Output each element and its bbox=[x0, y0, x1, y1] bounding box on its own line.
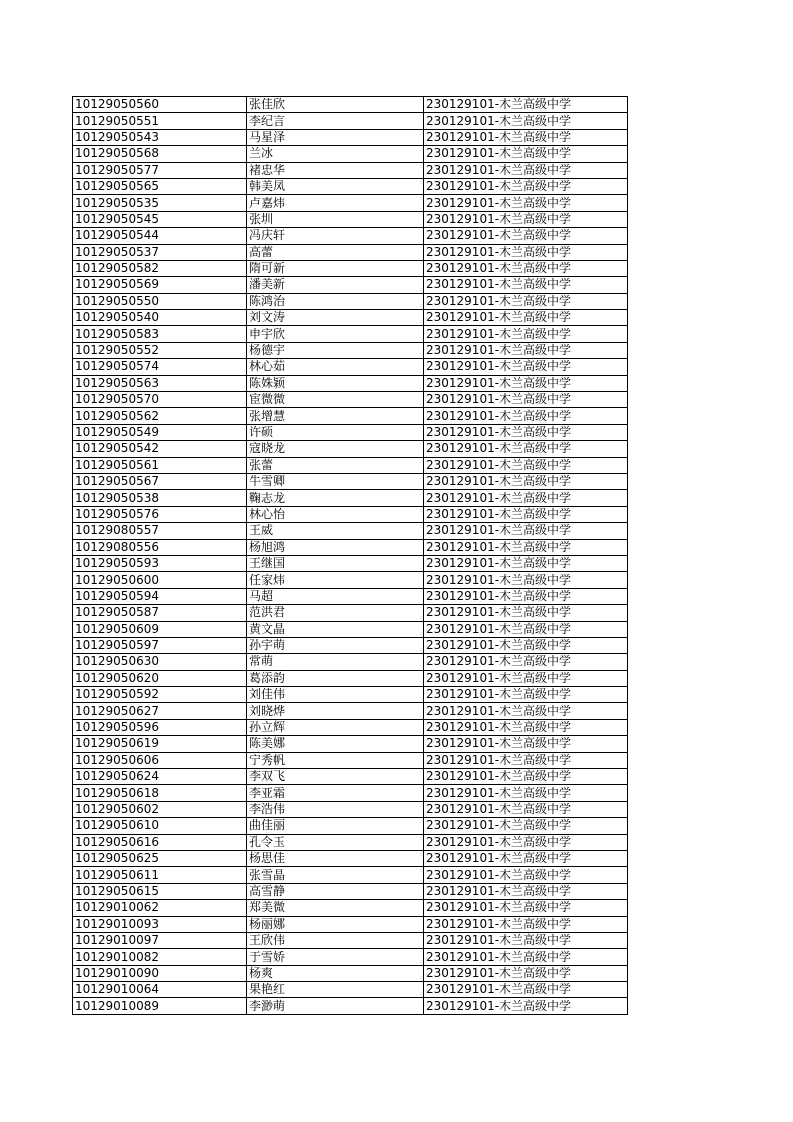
table-row bbox=[73, 473, 628, 489]
exam-id-cell: 10129080557 bbox=[73, 523, 247, 539]
table-row bbox=[73, 490, 628, 506]
student-name-cell: 许硕 bbox=[247, 424, 424, 440]
exam-id-cell: 10129050568 bbox=[73, 146, 247, 162]
school-cell: 230129101-木兰高级中学 bbox=[424, 900, 628, 916]
table-row bbox=[73, 113, 628, 129]
student-name-cell: 潘美新 bbox=[247, 277, 424, 293]
school-cell: 230129101-木兰高级中学 bbox=[424, 867, 628, 883]
school-cell: 230129101-木兰高级中学 bbox=[424, 457, 628, 473]
table-row bbox=[73, 277, 628, 293]
school-cell: 230129101-木兰高级中学 bbox=[424, 998, 628, 1014]
school-cell: 230129101-木兰高级中学 bbox=[424, 555, 628, 571]
table-row bbox=[73, 752, 628, 768]
table-body bbox=[73, 97, 628, 1015]
student-name-cell: 刘佳伟 bbox=[247, 687, 424, 703]
school-cell: 230129101-木兰高级中学 bbox=[424, 277, 628, 293]
student-name-cell: 陈美娜 bbox=[247, 736, 424, 752]
school-cell: 230129101-木兰高级中学 bbox=[424, 687, 628, 703]
student-name-cell: 张圳 bbox=[247, 211, 424, 227]
student-name-cell: 林心怡 bbox=[247, 506, 424, 522]
table-row bbox=[73, 310, 628, 326]
school-cell: 230129101-木兰高级中学 bbox=[424, 473, 628, 489]
student-name-cell: 王威 bbox=[247, 523, 424, 539]
table-row bbox=[73, 293, 628, 309]
school-cell: 230129101-木兰高级中学 bbox=[424, 359, 628, 375]
table-row bbox=[73, 965, 628, 981]
table-row bbox=[73, 834, 628, 850]
school-cell: 230129101-木兰高级中学 bbox=[424, 850, 628, 866]
student-name-cell: 林心茹 bbox=[247, 359, 424, 375]
student-name-cell: 张雪晶 bbox=[247, 867, 424, 883]
exam-id-cell: 10129050583 bbox=[73, 326, 247, 342]
table-row bbox=[73, 785, 628, 801]
exam-id-cell: 10129050563 bbox=[73, 375, 247, 391]
school-cell: 230129101-木兰高级中学 bbox=[424, 424, 628, 440]
exam-id-cell: 10129050574 bbox=[73, 359, 247, 375]
exam-id-cell: 10129010064 bbox=[73, 982, 247, 998]
student-name-cell: 申宇欣 bbox=[247, 326, 424, 342]
table-row bbox=[73, 228, 628, 244]
table-row bbox=[73, 588, 628, 604]
student-name-cell: 马星泽 bbox=[247, 129, 424, 145]
student-name-cell: 冯庆轩 bbox=[247, 228, 424, 244]
student-name-cell: 卢嘉炜 bbox=[247, 195, 424, 211]
exam-id-cell: 10129050576 bbox=[73, 506, 247, 522]
exam-id-cell: 10129050544 bbox=[73, 228, 247, 244]
student-name-cell: 牛雪卿 bbox=[247, 473, 424, 489]
school-cell: 230129101-木兰高级中学 bbox=[424, 949, 628, 965]
table-row bbox=[73, 162, 628, 178]
table-row bbox=[73, 97, 628, 113]
student-name-cell: 刘文涛 bbox=[247, 310, 424, 326]
exam-id-cell: 10129010090 bbox=[73, 965, 247, 981]
exam-id-cell: 10129050627 bbox=[73, 703, 247, 719]
exam-id-cell: 10129050597 bbox=[73, 637, 247, 653]
table-row bbox=[73, 982, 628, 998]
table-row bbox=[73, 801, 628, 817]
student-name-cell: 陈姝颖 bbox=[247, 375, 424, 391]
table-row bbox=[73, 457, 628, 473]
exam-id-cell: 10129010097 bbox=[73, 932, 247, 948]
table-row bbox=[73, 129, 628, 145]
table-row bbox=[73, 178, 628, 194]
exam-id-cell: 10129050602 bbox=[73, 801, 247, 817]
school-cell: 230129101-木兰高级中学 bbox=[424, 965, 628, 981]
school-cell: 230129101-木兰高级中学 bbox=[424, 97, 628, 113]
exam-id-cell: 10129050542 bbox=[73, 441, 247, 457]
table-row bbox=[73, 818, 628, 834]
school-cell: 230129101-木兰高级中学 bbox=[424, 572, 628, 588]
exam-id-cell: 10129050538 bbox=[73, 490, 247, 506]
school-cell: 230129101-木兰高级中学 bbox=[424, 982, 628, 998]
exam-id-cell: 10129050543 bbox=[73, 129, 247, 145]
table-row bbox=[73, 375, 628, 391]
school-cell: 230129101-木兰高级中学 bbox=[424, 392, 628, 408]
student-name-cell: 张增慧 bbox=[247, 408, 424, 424]
table-row bbox=[73, 539, 628, 555]
school-cell: 230129101-木兰高级中学 bbox=[424, 211, 628, 227]
student-name-cell: 孔令玉 bbox=[247, 834, 424, 850]
exam-id-cell: 10129050537 bbox=[73, 244, 247, 260]
student-name-cell: 黄文晶 bbox=[247, 621, 424, 637]
exam-id-cell: 10129050618 bbox=[73, 785, 247, 801]
school-cell: 230129101-木兰高级中学 bbox=[424, 769, 628, 785]
exam-id-cell: 10129050616 bbox=[73, 834, 247, 850]
exam-id-cell: 10129050577 bbox=[73, 162, 247, 178]
exam-id-cell: 10129050624 bbox=[73, 769, 247, 785]
student-name-cell: 葛添韵 bbox=[247, 670, 424, 686]
student-name-cell: 宁秀帆 bbox=[247, 752, 424, 768]
table-row bbox=[73, 195, 628, 211]
school-cell: 230129101-木兰高级中学 bbox=[424, 162, 628, 178]
exam-id-cell: 10129050535 bbox=[73, 195, 247, 211]
exam-id-cell: 10129050569 bbox=[73, 277, 247, 293]
school-cell: 230129101-木兰高级中学 bbox=[424, 195, 628, 211]
student-name-cell: 宦微微 bbox=[247, 392, 424, 408]
table-row bbox=[73, 523, 628, 539]
school-cell: 230129101-木兰高级中学 bbox=[424, 260, 628, 276]
school-cell: 230129101-木兰高级中学 bbox=[424, 801, 628, 817]
school-cell: 230129101-木兰高级中学 bbox=[424, 310, 628, 326]
table-row bbox=[73, 670, 628, 686]
exam-id-cell: 10129050606 bbox=[73, 752, 247, 768]
school-cell: 230129101-木兰高级中学 bbox=[424, 523, 628, 539]
student-name-cell: 王欣伟 bbox=[247, 932, 424, 948]
school-cell: 230129101-木兰高级中学 bbox=[424, 932, 628, 948]
student-name-cell: 常萌 bbox=[247, 654, 424, 670]
table-row bbox=[73, 998, 628, 1014]
school-cell: 230129101-木兰高级中学 bbox=[424, 621, 628, 637]
school-cell: 230129101-木兰高级中学 bbox=[424, 113, 628, 129]
exam-id-cell: 10129050560 bbox=[73, 97, 247, 113]
school-cell: 230129101-木兰高级中学 bbox=[424, 129, 628, 145]
table-row bbox=[73, 883, 628, 899]
school-cell: 230129101-木兰高级中学 bbox=[424, 146, 628, 162]
school-cell: 230129101-木兰高级中学 bbox=[424, 539, 628, 555]
student-name-cell: 杨爽 bbox=[247, 965, 424, 981]
exam-id-cell: 10129080556 bbox=[73, 539, 247, 555]
student-name-cell: 曲佳丽 bbox=[247, 818, 424, 834]
exam-id-cell: 10129050551 bbox=[73, 113, 247, 129]
student-name-cell: 马超 bbox=[247, 588, 424, 604]
table-row bbox=[73, 342, 628, 358]
student-name-cell: 张佳欣 bbox=[247, 97, 424, 113]
table-row bbox=[73, 555, 628, 571]
exam-id-cell: 10129050609 bbox=[73, 621, 247, 637]
student-name-cell: 韩美凤 bbox=[247, 178, 424, 194]
exam-id-cell: 10129050596 bbox=[73, 719, 247, 735]
exam-id-cell: 10129050594 bbox=[73, 588, 247, 604]
exam-id-cell: 10129050615 bbox=[73, 883, 247, 899]
exam-id-cell: 10129010093 bbox=[73, 916, 247, 932]
school-cell: 230129101-木兰高级中学 bbox=[424, 244, 628, 260]
exam-id-cell: 10129050545 bbox=[73, 211, 247, 227]
student-name-cell: 果艳红 bbox=[247, 982, 424, 998]
table-row bbox=[73, 900, 628, 916]
table-row bbox=[73, 932, 628, 948]
school-cell: 230129101-木兰高级中学 bbox=[424, 490, 628, 506]
exam-id-cell: 10129050625 bbox=[73, 850, 247, 866]
exam-id-cell: 10129050630 bbox=[73, 654, 247, 670]
table-row bbox=[73, 424, 628, 440]
exam-id-cell: 10129050592 bbox=[73, 687, 247, 703]
exam-id-cell: 10129010089 bbox=[73, 998, 247, 1014]
exam-id-cell: 10129050620 bbox=[73, 670, 247, 686]
school-cell: 230129101-木兰高级中学 bbox=[424, 588, 628, 604]
school-cell: 230129101-木兰高级中学 bbox=[424, 441, 628, 457]
table-row bbox=[73, 211, 628, 227]
school-cell: 230129101-木兰高级中学 bbox=[424, 375, 628, 391]
student-name-cell: 李渺萌 bbox=[247, 998, 424, 1014]
school-cell: 230129101-木兰高级中学 bbox=[424, 326, 628, 342]
exam-id-cell: 10129050550 bbox=[73, 293, 247, 309]
school-cell: 230129101-木兰高级中学 bbox=[424, 408, 628, 424]
table-row bbox=[73, 736, 628, 752]
student-name-cell: 高蕾 bbox=[247, 244, 424, 260]
exam-id-cell: 10129050565 bbox=[73, 178, 247, 194]
table-row bbox=[73, 326, 628, 342]
exam-id-cell: 10129050561 bbox=[73, 457, 247, 473]
exam-id-cell: 10129050552 bbox=[73, 342, 247, 358]
table-row bbox=[73, 621, 628, 637]
table-row bbox=[73, 408, 628, 424]
exam-id-cell: 10129050562 bbox=[73, 408, 247, 424]
table-row bbox=[73, 506, 628, 522]
table-row bbox=[73, 392, 628, 408]
school-cell: 230129101-木兰高级中学 bbox=[424, 752, 628, 768]
student-name-cell: 李纪言 bbox=[247, 113, 424, 129]
exam-id-cell: 10129050593 bbox=[73, 555, 247, 571]
student-list-table bbox=[72, 96, 628, 1015]
exam-id-cell: 10129050611 bbox=[73, 867, 247, 883]
school-cell: 230129101-木兰高级中学 bbox=[424, 293, 628, 309]
exam-id-cell: 10129050610 bbox=[73, 818, 247, 834]
school-cell: 230129101-木兰高级中学 bbox=[424, 736, 628, 752]
exam-id-cell: 10129050549 bbox=[73, 424, 247, 440]
table-row bbox=[73, 867, 628, 883]
student-name-cell: 杨思佳 bbox=[247, 850, 424, 866]
table-row bbox=[73, 605, 628, 621]
exam-id-cell: 10129010082 bbox=[73, 949, 247, 965]
table-row bbox=[73, 719, 628, 735]
table-row bbox=[73, 949, 628, 965]
table-row bbox=[73, 687, 628, 703]
school-cell: 230129101-木兰高级中学 bbox=[424, 785, 628, 801]
exam-id-cell: 10129050600 bbox=[73, 572, 247, 588]
school-cell: 230129101-木兰高级中学 bbox=[424, 654, 628, 670]
school-cell: 230129101-木兰高级中学 bbox=[424, 883, 628, 899]
student-name-cell: 李双飞 bbox=[247, 769, 424, 785]
student-name-cell: 李浩伟 bbox=[247, 801, 424, 817]
student-name-cell: 高雪静 bbox=[247, 883, 424, 899]
student-name-cell: 杨德宇 bbox=[247, 342, 424, 358]
table-row bbox=[73, 359, 628, 375]
exam-id-cell: 10129050619 bbox=[73, 736, 247, 752]
school-cell: 230129101-木兰高级中学 bbox=[424, 834, 628, 850]
student-name-cell: 褚忠华 bbox=[247, 162, 424, 178]
student-name-cell: 孙宇萌 bbox=[247, 637, 424, 653]
table-row bbox=[73, 441, 628, 457]
table-row bbox=[73, 916, 628, 932]
school-cell: 230129101-木兰高级中学 bbox=[424, 916, 628, 932]
student-name-cell: 鞠志龙 bbox=[247, 490, 424, 506]
school-cell: 230129101-木兰高级中学 bbox=[424, 178, 628, 194]
student-name-cell: 寇晓龙 bbox=[247, 441, 424, 457]
student-name-cell: 于雪娇 bbox=[247, 949, 424, 965]
table-row bbox=[73, 703, 628, 719]
student-name-cell: 兰冰 bbox=[247, 146, 424, 162]
table-row bbox=[73, 769, 628, 785]
exam-id-cell: 10129050582 bbox=[73, 260, 247, 276]
student-name-cell: 杨丽娜 bbox=[247, 916, 424, 932]
student-name-cell: 李亚霜 bbox=[247, 785, 424, 801]
exam-id-cell: 10129010062 bbox=[73, 900, 247, 916]
school-cell: 230129101-木兰高级中学 bbox=[424, 637, 628, 653]
school-cell: 230129101-木兰高级中学 bbox=[424, 228, 628, 244]
student-name-cell: 郑美微 bbox=[247, 900, 424, 916]
table-row bbox=[73, 146, 628, 162]
exam-id-cell: 10129050587 bbox=[73, 605, 247, 621]
table-row bbox=[73, 637, 628, 653]
table-row bbox=[73, 260, 628, 276]
student-name-cell: 王继国 bbox=[247, 555, 424, 571]
table-row bbox=[73, 654, 628, 670]
student-name-cell: 任家炜 bbox=[247, 572, 424, 588]
student-name-cell: 杨旭鸿 bbox=[247, 539, 424, 555]
table-row bbox=[73, 572, 628, 588]
table-row bbox=[73, 244, 628, 260]
student-name-cell: 范洪君 bbox=[247, 605, 424, 621]
exam-id-cell: 10129050570 bbox=[73, 392, 247, 408]
school-cell: 230129101-木兰高级中学 bbox=[424, 703, 628, 719]
student-name-cell: 孙立辉 bbox=[247, 719, 424, 735]
school-cell: 230129101-木兰高级中学 bbox=[424, 670, 628, 686]
school-cell: 230129101-木兰高级中学 bbox=[424, 605, 628, 621]
exam-id-cell: 10129050540 bbox=[73, 310, 247, 326]
student-name-cell: 隋可新 bbox=[247, 260, 424, 276]
table-row bbox=[73, 850, 628, 866]
school-cell: 230129101-木兰高级中学 bbox=[424, 818, 628, 834]
school-cell: 230129101-木兰高级中学 bbox=[424, 506, 628, 522]
school-cell: 230129101-木兰高级中学 bbox=[424, 719, 628, 735]
student-name-cell: 陈鸿治 bbox=[247, 293, 424, 309]
exam-id-cell: 10129050567 bbox=[73, 473, 247, 489]
student-name-cell: 张蕾 bbox=[247, 457, 424, 473]
student-name-cell: 刘晓烨 bbox=[247, 703, 424, 719]
school-cell: 230129101-木兰高级中学 bbox=[424, 342, 628, 358]
